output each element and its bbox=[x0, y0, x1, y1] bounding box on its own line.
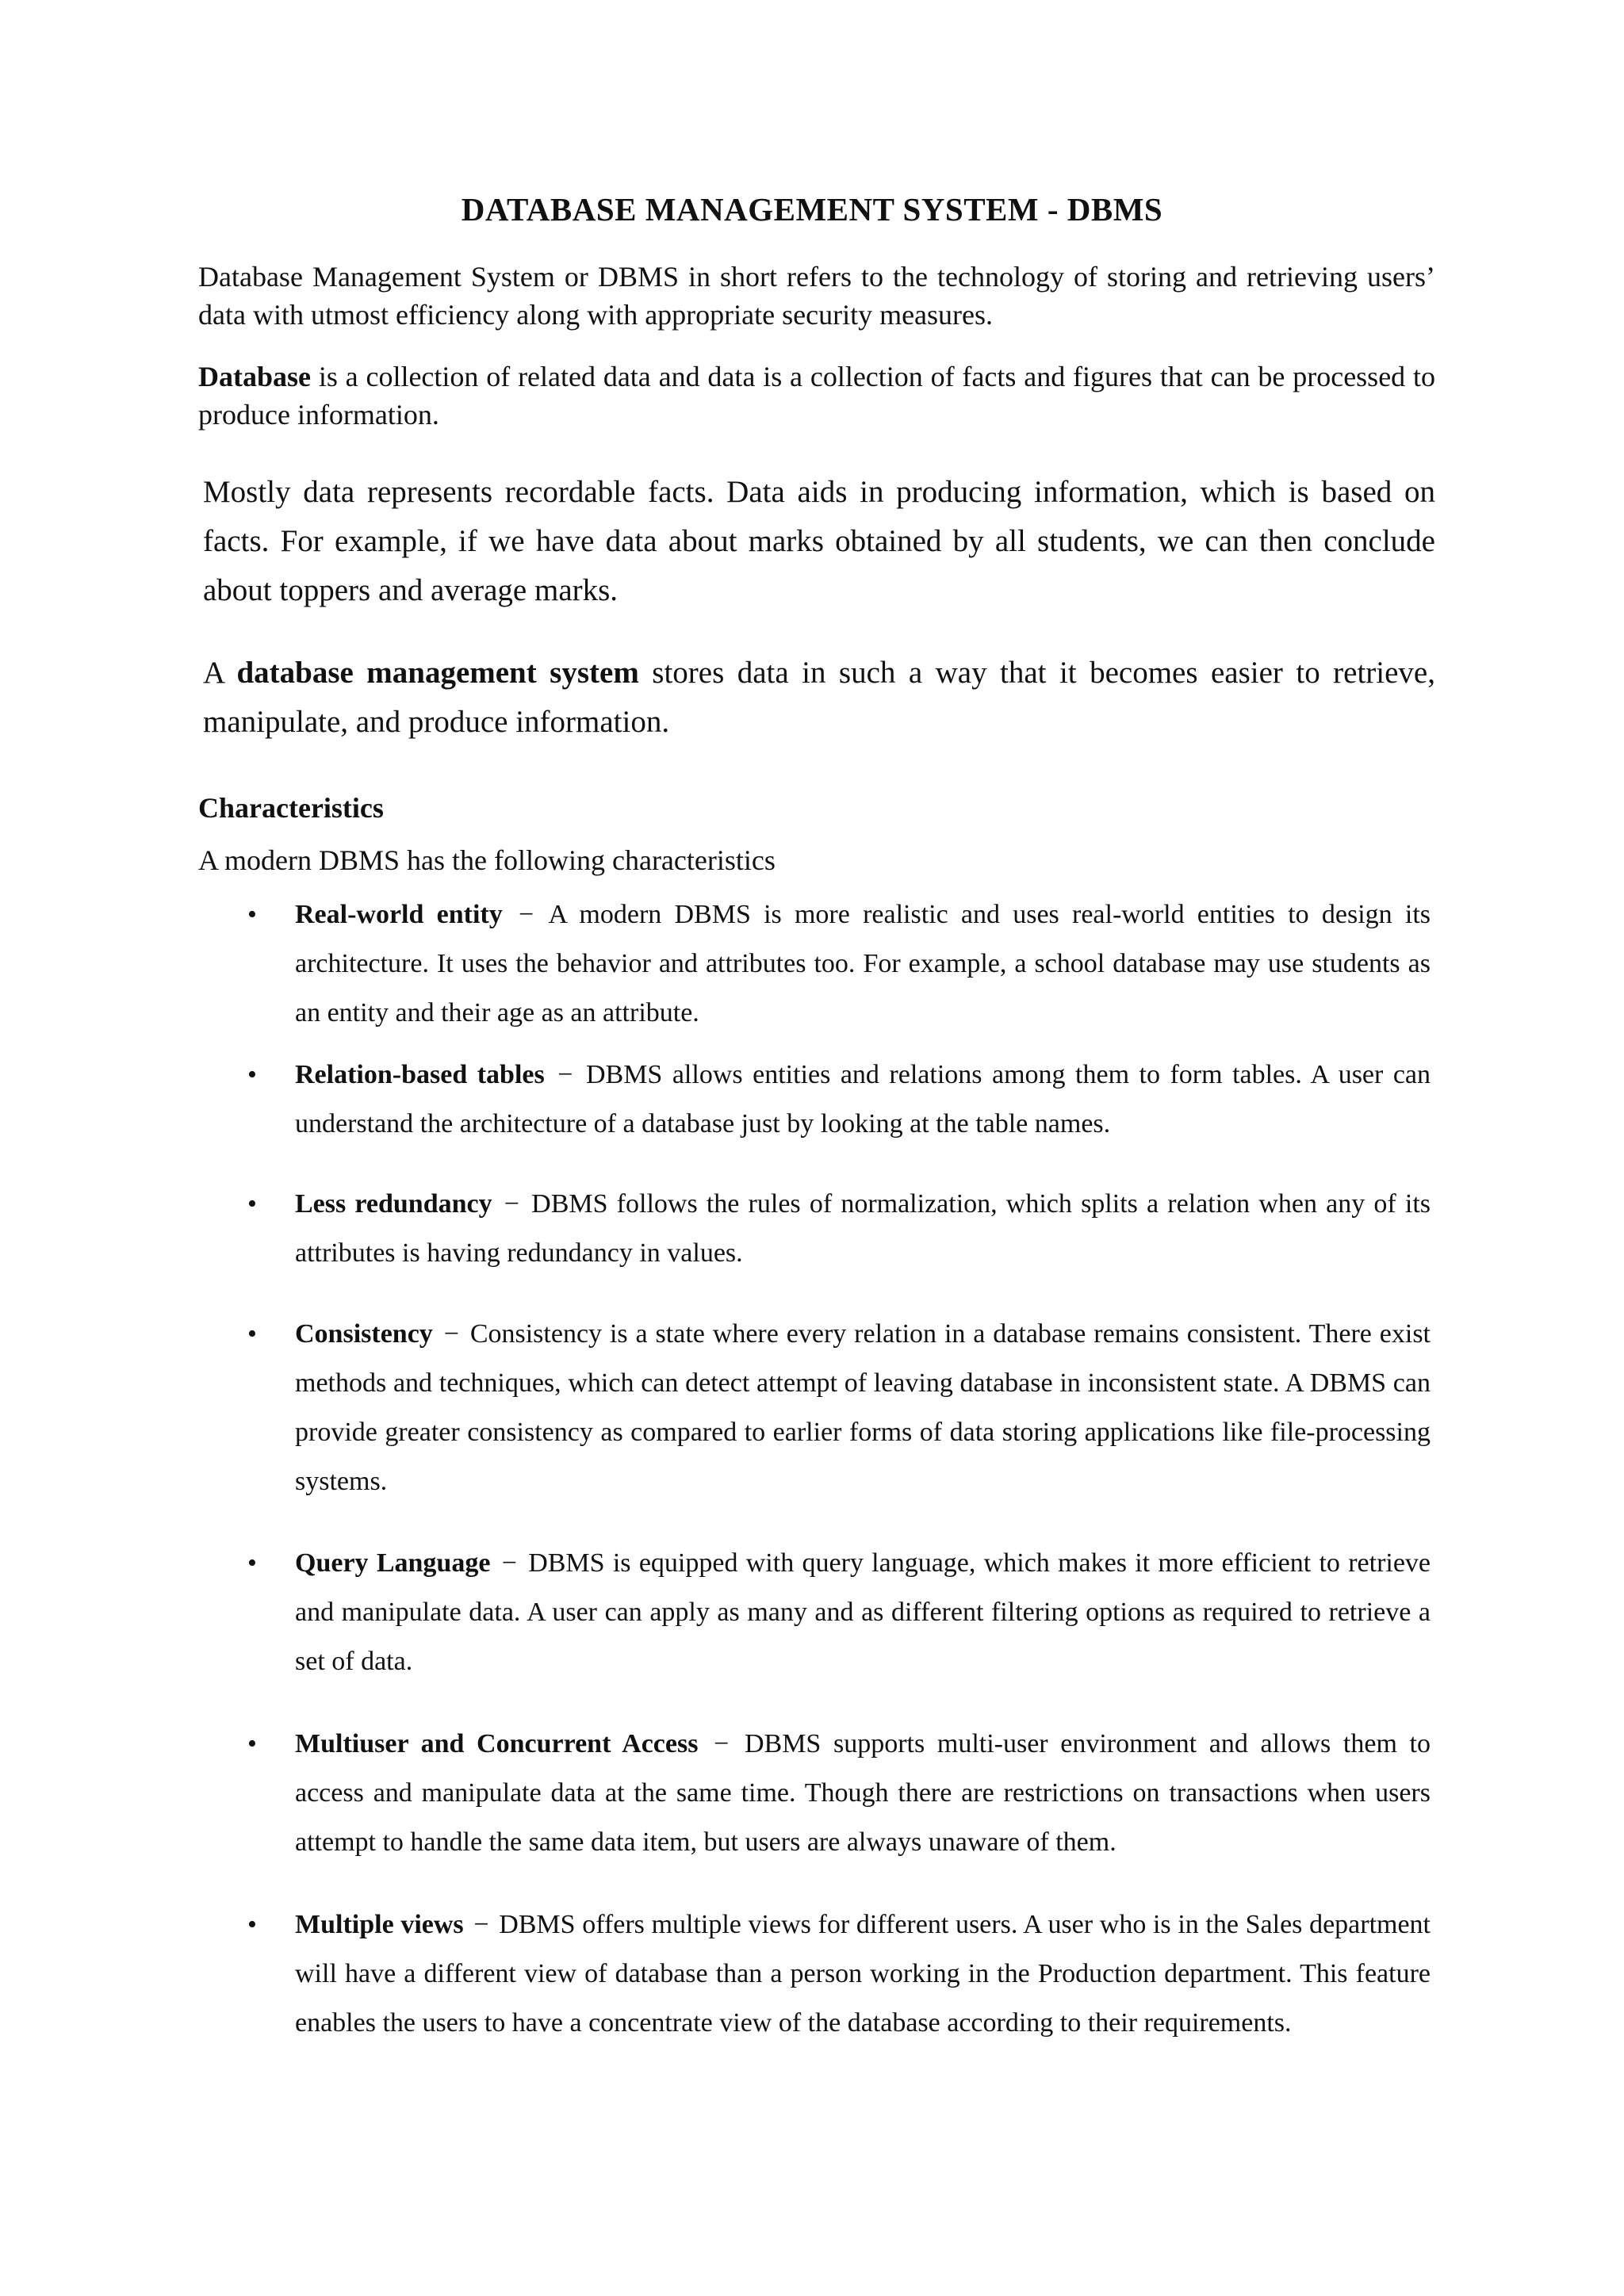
characteristic-description: Consistency is a state where every relation in a database remains consistent. There exist methods and techniques, which can detect attempt of leaving database in inconsistent state. A DBMS can provide greater consistency as compared to earlier forms of data storing applications like file-processing systems. bbox=[295, 1319, 1431, 1496]
dbms-definition-prefix: A bbox=[203, 656, 237, 690]
bullet-icon: • bbox=[247, 1910, 257, 1939]
characteristic-term: Real-world entity bbox=[295, 900, 503, 929]
intro-paragraph: Database Management System or DBMS in short refers to the technology of storing and retrieving users’ data with utmost efficiency along with appropriate security measures. bbox=[198, 261, 1435, 331]
characteristic-term: Less redundancy bbox=[295, 1189, 492, 1219]
characteristic-separator: − bbox=[473, 1910, 489, 1939]
bullet-icon: • bbox=[247, 1060, 257, 1089]
characteristic-description: A modern DBMS is more realistic and uses real-world entities to design its architecture. It uses the behavior and attributes too. For example, a school database may use students as an entity and their age as an attribute. bbox=[295, 900, 1431, 1027]
characteristic-term: Multiuser and Concurrent Access bbox=[295, 1729, 699, 1758]
characteristic-description: DBMS is equipped with query language, which makes it more efficient to retrieve and manipulate data. A user can apply as many and as different filtering options as required to retrieve a set of data. bbox=[295, 1548, 1431, 1676]
database-definition-text: is a collection of related data and data is a collection of facts and figures that can be processed to produce information. bbox=[198, 361, 1435, 430]
database-term: Database bbox=[198, 361, 311, 392]
characteristic-text bbox=[295, 890, 1431, 1038]
characteristic-separator: − bbox=[557, 1060, 573, 1089]
characteristics-heading: Characteristics bbox=[198, 792, 384, 824]
data-paragraph: Mostly data represents recordable facts. Data aids in producing information, which is based on facts. For example, if we have data about marks obtained by all students, we can then conclude about toppers and average marks. bbox=[203, 475, 1435, 607]
characteristic-separator: − bbox=[504, 1189, 519, 1219]
characteristic-term: Relation-based tables bbox=[295, 1060, 545, 1089]
characteristic-term: Query Language bbox=[295, 1548, 491, 1578]
characteristic-separator: − bbox=[501, 1548, 517, 1578]
characteristic-description: DBMS offers multiple views for different users. A user who is in the Sales department will have a different view of database than a person working in the Production department. This feature enables the users to have a concentrate view of the database according to their requirements. bbox=[295, 1910, 1431, 2038]
characteristic-description: DBMS allows entities and relations among them to form tables. A user can understand the architecture of a database just by looking at the table names. bbox=[295, 1060, 1431, 1138]
bullet-icon: • bbox=[247, 1319, 257, 1349]
characteristic-text bbox=[295, 1539, 1431, 1686]
characteristic-term: Consistency bbox=[295, 1319, 433, 1349]
characteristic-term: Multiple views bbox=[295, 1910, 464, 1939]
dbms-definition-paragraph bbox=[203, 649, 1435, 747]
dbms-term: database management system bbox=[236, 656, 639, 690]
characteristic-text bbox=[295, 1050, 1431, 1149]
characteristic-text bbox=[295, 1180, 1431, 1278]
characteristic-separator: − bbox=[443, 1319, 459, 1349]
page-title: DATABASE MANAGEMENT SYSTEM - DBMS bbox=[461, 191, 1163, 228]
bullet-icon: • bbox=[247, 1729, 257, 1758]
bullet-icon: • bbox=[247, 900, 257, 929]
bullet-icon: • bbox=[247, 1189, 257, 1219]
characteristic-description: DBMS supports multi-user environment and allows them to access and manipulate data at the same time. Though there are restrictions on transactions when users attempt to handle the same data item, but users are always unaware of them. bbox=[295, 1729, 1431, 1857]
bullet-icon: • bbox=[247, 1548, 257, 1578]
dbms-definition-text: stores data in such a way that it becomes easier to retrieve, manipulate, and produce information. bbox=[203, 656, 1435, 739]
characteristic-separator: − bbox=[518, 900, 534, 929]
characteristic-separator: − bbox=[714, 1729, 730, 1758]
characteristic-description: DBMS follows the rules of normalization, which splits a relation when any of its attributes is having redundancy in values. bbox=[295, 1189, 1431, 1268]
characteristic-text bbox=[295, 1720, 1431, 1867]
characteristic-text bbox=[295, 1310, 1431, 1506]
characteristic-text bbox=[295, 1900, 1431, 2048]
characteristics-intro: A modern DBMS has the following characteristics bbox=[198, 844, 776, 876]
database-definition-paragraph bbox=[198, 358, 1435, 434]
